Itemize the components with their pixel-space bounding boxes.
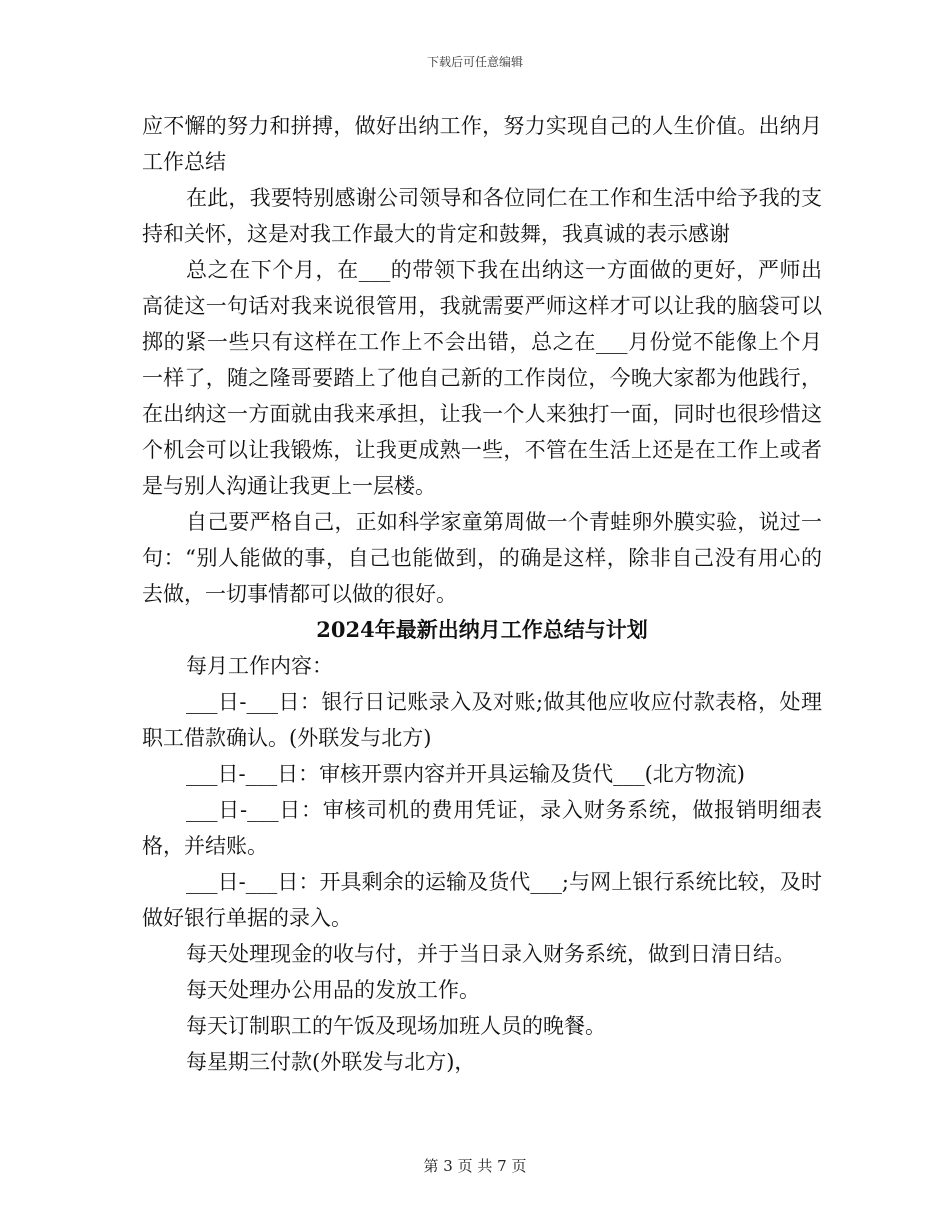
paragraph-6: ___日-___日：银行日记账录入及对账;做其他应收应付款表格，处理职工借款确认。(外联发与北方) <box>142 690 822 750</box>
page-footer: 第 3 页 共 7 页 <box>423 1157 527 1175</box>
paragraph-8: ___日-___日：审核司机的费用凭证，录入财务系统，做报销明细表格，并结账。 <box>142 798 822 858</box>
section-title: 2024年最新出纳月工作总结与计划 <box>316 617 648 642</box>
paragraph-11: 每天处理办公用品的发放工作。 <box>186 978 480 1002</box>
paragraph-9: ___日-___日：开具剩余的运输及货代___;与网上银行系统比较，及时做好银行单据的录入。 <box>142 870 822 930</box>
paragraph-5: 每月工作内容： <box>186 654 333 678</box>
paragraph-4: 自己要严格自己，正如科学家童第周做一个青蛙卵外膜实验，说过一句：“别人能做的事，自己也能做到，的确是这样，除非自己没有用心的去做，一切事情都可以做的很好。 <box>142 510 822 606</box>
document-body <box>142 108 822 1080</box>
paragraph-2: 在此，我要特别感谢公司领导和各位同仁在工作和生活中给予我的支持和关怀，这是对我工作最大的肯定和鼓舞，我真诚的表示感谢 <box>142 186 822 246</box>
page-header: 下载后可任意编辑 <box>426 55 523 69</box>
paragraph-10: 每天处理现金的收与付，并于当日录入财务系统，做到日清日结。 <box>186 942 795 966</box>
paragraph-3: 总之在下个月，在___的带领下我在出纳这一方面做的更好，严师出高徒这一句话对我来说很管用，我就需要严师这样才可以让我的脑袋可以掷的紧一些只有这样在工作上不会出错，总之在___月份觉不能像上个月一样了，随之隆哥要踏上了他自己新的工作岗位，今晚大家都为他践行，在出纳这一方面就由我来承担，让我一个人来独打一面，同时也很珍惜这个机会可以让我锻炼，让我更成熟一些，不管在生活上还是在工作上或者是与别人沟通让我更上一层楼。 <box>142 258 822 498</box>
paragraph-12: 每天订制职工的午饭及现场加班人员的晚餐。 <box>186 1014 606 1038</box>
paragraph-7: ___日-___日：审核开票内容并开具运输及货代___(北方物流) <box>186 762 745 786</box>
paragraph-13: 每星期三付款(外联发与北方)， <box>186 1050 476 1074</box>
paragraph-1: 应不懈的努力和拼搏，做好出纳工作，努力实现自己的人生价值。出纳月工作总结 <box>142 114 822 174</box>
